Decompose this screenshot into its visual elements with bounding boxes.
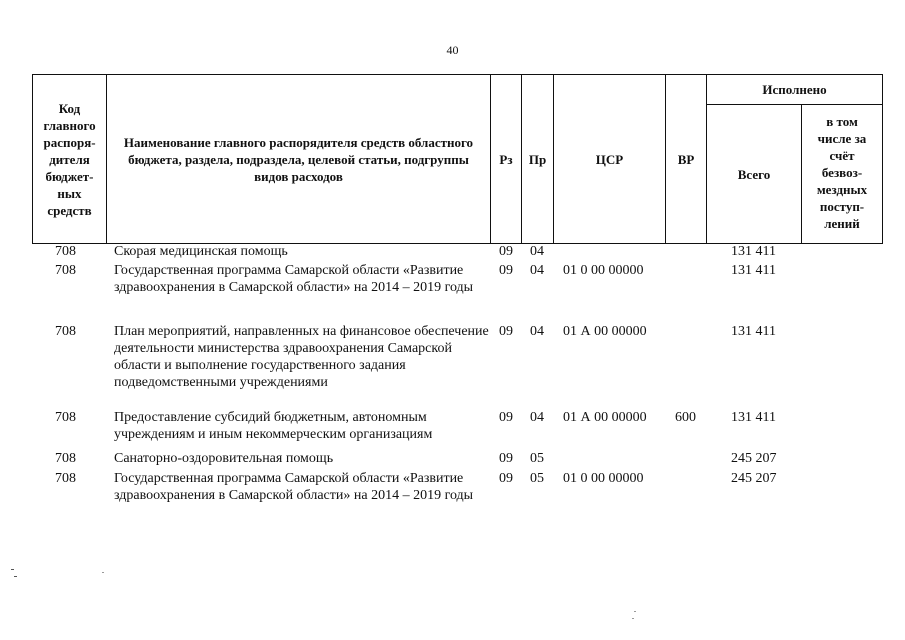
row-rz: 09 bbox=[499, 451, 513, 466]
row-name: План мероприятий, направленных на финансовое обеспечение деятельности министерства здравоохранения Самарской области и выполнение государственного задания подведомственными учреждениями bbox=[114, 324, 489, 390]
header-rz: Рз bbox=[491, 75, 522, 244]
row-pr: 04 bbox=[530, 410, 544, 425]
header-total: Всего bbox=[707, 105, 802, 244]
row-csr: 01 0 00 00000 bbox=[563, 263, 644, 278]
row-rz: 09 bbox=[499, 244, 513, 259]
row-code: 708 bbox=[55, 263, 76, 278]
row-total: 131 411 bbox=[731, 244, 776, 259]
header-vr: ВР bbox=[666, 75, 707, 244]
header-code: Код главного распоря-дителя бюджет-ных средств bbox=[33, 75, 107, 244]
row-total: 131 411 bbox=[731, 324, 776, 339]
row-vr: 600 bbox=[675, 410, 696, 425]
row-csr: 01 А 00 00000 bbox=[563, 410, 647, 425]
scan-speck bbox=[632, 618, 634, 619]
header-csr: ЦСР bbox=[554, 75, 666, 244]
row-code: 708 bbox=[55, 451, 76, 466]
page-number: 40 bbox=[446, 43, 459, 57]
header-name: Наименование главного распорядителя средств областного бюджета, раздела, подраздела, целевой статьи, подгруппы видов расходов bbox=[107, 75, 491, 244]
row-total: 245 207 bbox=[731, 471, 777, 486]
scan-speck bbox=[11, 569, 14, 570]
header-pr: Пр bbox=[522, 75, 554, 244]
row-pr: 05 bbox=[530, 451, 544, 466]
row-code: 708 bbox=[55, 410, 76, 425]
row-csr: 01 0 00 00000 bbox=[563, 471, 644, 486]
row-pr: 04 bbox=[530, 244, 544, 259]
row-rz: 09 bbox=[499, 410, 513, 425]
header-executed: Исполнено bbox=[707, 75, 883, 105]
scan-speck bbox=[634, 611, 636, 612]
row-name: Предоставление субсидий бюджетным, автономным учреждениям и иным некоммерческим организациям bbox=[114, 410, 433, 442]
row-name: Государственная программа Самарской области «Развитие здравоохранения в Самарской области» на 2014 – 2019 годы bbox=[114, 263, 474, 295]
row-name: Санаторно-оздоровительная помощь bbox=[114, 451, 334, 466]
row-total: 131 411 bbox=[731, 263, 776, 278]
table-header bbox=[32, 74, 883, 244]
scan-speck bbox=[14, 576, 17, 577]
row-code: 708 bbox=[55, 471, 76, 486]
row-pr: 05 bbox=[530, 471, 544, 486]
row-name: Скорая медицинская помощь bbox=[114, 244, 288, 259]
row-rz: 09 bbox=[499, 471, 513, 486]
row-code: 708 bbox=[55, 244, 76, 259]
header-incl-grants: в том числе за счёт безвоз-мездных поступ-лений bbox=[802, 105, 883, 244]
row-csr: 01 А 00 00000 bbox=[563, 324, 647, 339]
row-name: Государственная программа Самарской области «Развитие здравоохранения в Самарской области» на 2014 – 2019 годы bbox=[114, 471, 474, 503]
scan-speck bbox=[102, 572, 104, 573]
row-pr: 04 bbox=[530, 263, 544, 278]
row-total: 131 411 bbox=[731, 410, 776, 425]
row-code: 708 bbox=[55, 324, 76, 339]
row-rz: 09 bbox=[499, 324, 513, 339]
row-rz: 09 bbox=[499, 263, 513, 278]
row-pr: 04 bbox=[530, 324, 544, 339]
row-total: 245 207 bbox=[731, 451, 777, 466]
